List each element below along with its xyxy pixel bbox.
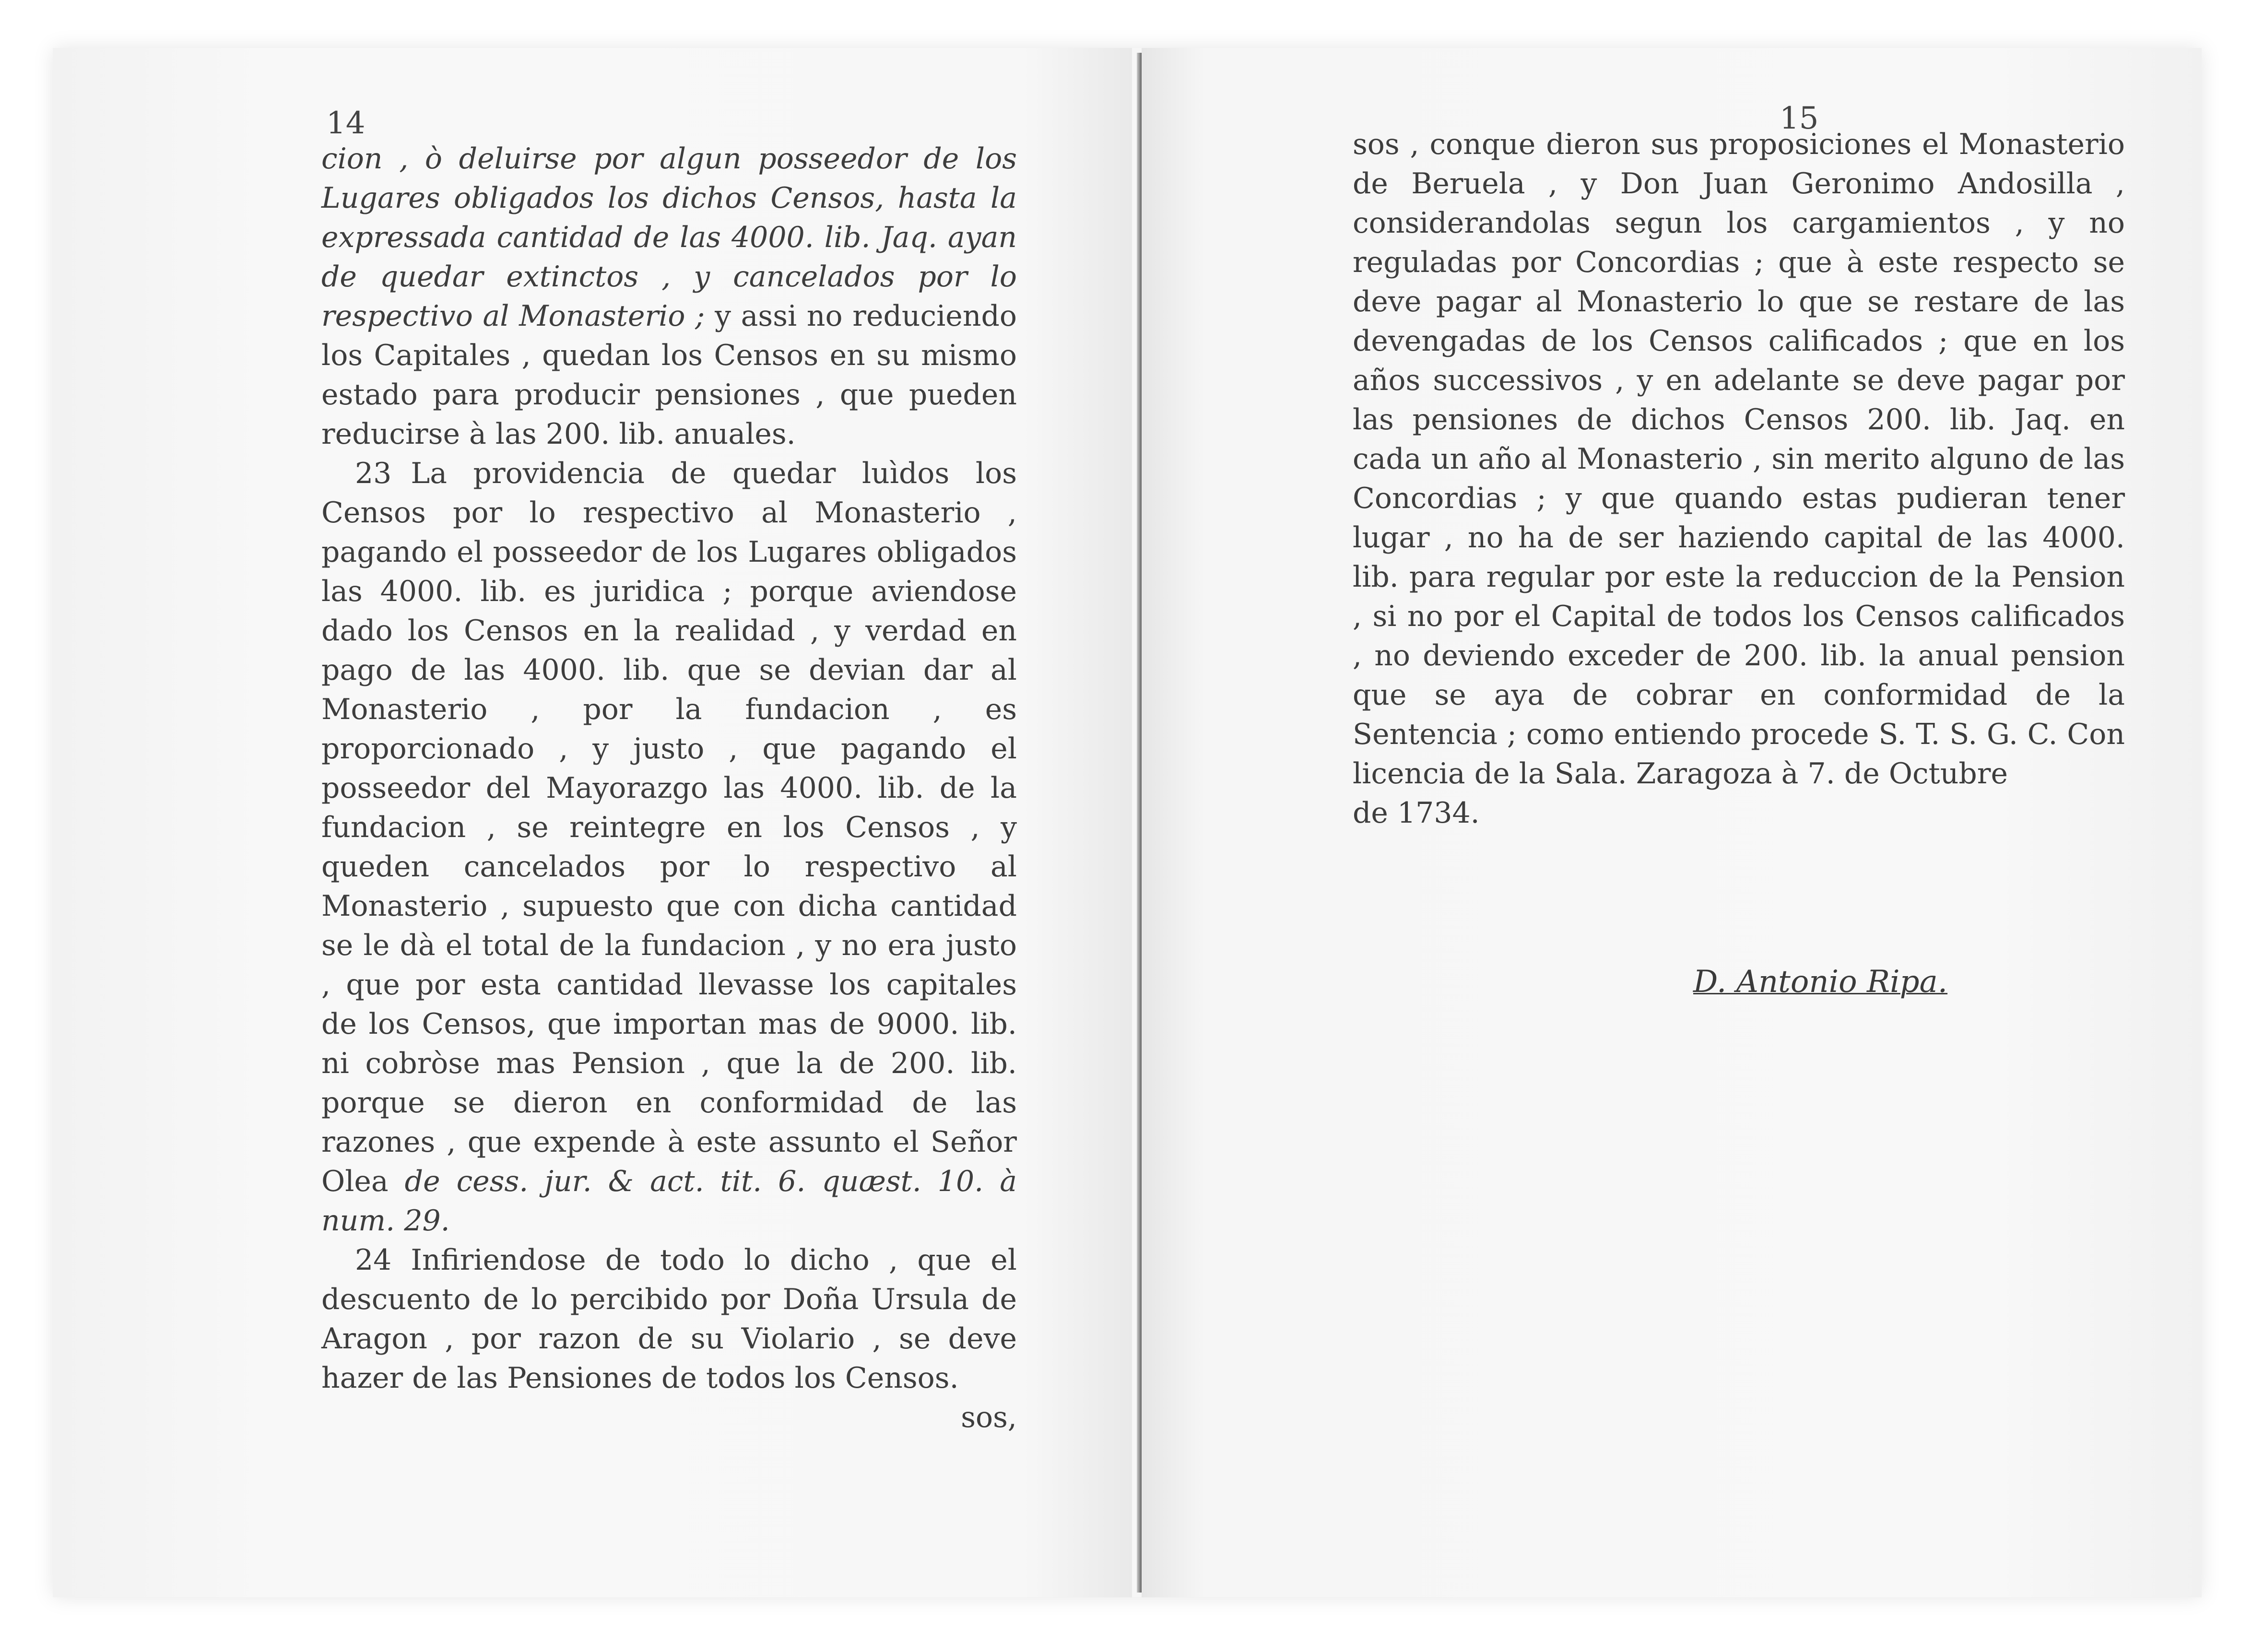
- book-spread: [53, 48, 2202, 1597]
- opening-paragraph: [321, 139, 1017, 454]
- paragraph-23-number: 23: [355, 457, 392, 490]
- right-text-column: [1353, 125, 2125, 833]
- right-page-number: 15: [1780, 101, 1819, 136]
- paragraph-24-text: Infiriendose de todo lo dicho , que el descuento de lo percibido por Doña Ursula de Aragon , por razon de su Violario , se deve hazer de las Pensiones de todos los Censos.: [321, 1243, 1017, 1395]
- paragraph-23-citation: de cess. jur. & act. tit. 6. quæst. 10. à num. 29.: [321, 1165, 1017, 1238]
- left-text-column: [321, 139, 1017, 1437]
- opening-roman-text: y assi no reduciendo los Capitales , quedan los Censos en su mismo estado para producir pensiones , que pueden reducirse à las 200. lib. anuales.: [321, 299, 1017, 451]
- left-page-number: 14: [326, 106, 366, 141]
- left-page: [53, 48, 1132, 1597]
- opening-italic-text: cion , ò deluirse por algun posseedor de los Lugares obligados los dichos Censos, hasta la expressada cantidad de las 4000. lib. Jaq. ayan de quedar extinctos , y cancelados por lo respectivo al Monasterio ;: [321, 142, 1017, 333]
- signature: D. Antonio Ripa.: [1693, 964, 1948, 1000]
- right-page: [1142, 48, 2202, 1597]
- paragraph-24: [321, 1240, 1017, 1398]
- date-line: de 1734.: [1353, 796, 1480, 830]
- paragraph-23: [321, 454, 1017, 1240]
- paragraph-23-text: La providencia de quedar luìdos los Censos por lo respectivo al Monasterio , pagando el posseedor de los Lugares obligados las 4000. lib. es juridica ; porque aviendose dado los Censos en la realidad , y verdad en pago de las 4000. lib. que se devian dar al Monasterio , por la fundacion , es proporcionado , y justo , que pagando el posseedor del Mayorazgo las 4000. lib. de la fundacion , se reintegre en los Censos , y queden cancelados por lo respectivo al Monasterio , supuesto que con dicha cantidad se le dà el total de la fundacion , y no era justo , que por esta cantidad llevasse los capitales de los Censos, que importan mas de 9000. lib. ni cobròse mas Pension , que la de 200. lib. porque se dieron en conformidad de las razones , que expende à este assunto el Señor Olea: [321, 457, 1017, 1198]
- paragraph-24-number: 24: [355, 1243, 392, 1277]
- right-body-paragraph: sos , conque dieron sus proposiciones el Monasterio de Beruela , y Don Juan Geronimo Andosilla , considerandolas segun los cargamientos , y no reguladas por Concordias ; que à este respecto se deve pagar al Monasterio lo que se restare de las devengadas de los Censos calificados ; que en los años successivos , y en adelante se deve pagar por las pensiones de dichos Censos 200. lib. Jaq. en cada un año al Monasterio , sin merito alguno de las Concordias ; y que quando estas pudieran tener lugar , no ha de ser haziendo capital de las 4000. lib. para regular por este la reduccion de la Pension , si no por el Capital de todos los Censos calificados , no deviendo exceder de 200. lib. la anual pension que se aya de cobrar en conformidad de la Sentencia ; como entiendo procede S. T. S. G. C. Con licencia de la Sala. Zaragoza à 7. de Octubre: [1353, 128, 2125, 791]
- catchword: sos,: [961, 1401, 1017, 1434]
